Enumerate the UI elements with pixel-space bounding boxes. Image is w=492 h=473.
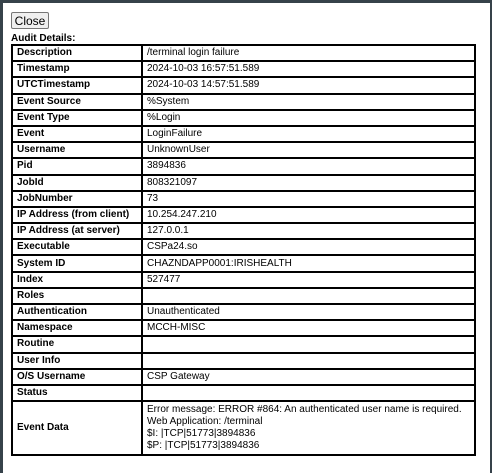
row-label: O/S Username <box>12 369 142 385</box>
row-value: 10.254.247.210 <box>142 207 475 223</box>
row-label: Timestamp <box>12 61 142 77</box>
row-value <box>142 385 475 401</box>
table-row <box>12 239 475 255</box>
row-value <box>142 336 475 352</box>
row-value: 808321097 <box>142 175 475 191</box>
row-value <box>142 353 475 369</box>
row-label: Routine <box>12 336 142 352</box>
row-label: Event Source <box>12 94 142 110</box>
row-label: Namespace <box>12 320 142 336</box>
row-value: 2024-10-03 16:57:51.589 <box>142 61 475 77</box>
table-row <box>12 61 475 77</box>
row-value: %System <box>142 94 475 110</box>
row-label: User Info <box>12 353 142 369</box>
row-value: 73 <box>142 191 475 207</box>
table-row <box>12 142 475 158</box>
row-value <box>142 288 475 304</box>
row-label: Username <box>12 142 142 158</box>
row-label: Index <box>12 272 142 288</box>
window-frame-left <box>0 0 3 473</box>
table-row <box>12 126 475 142</box>
row-label: Status <box>12 385 142 401</box>
table-row <box>12 304 475 320</box>
row-label: Description <box>12 45 142 61</box>
row-label: Event <box>12 126 142 142</box>
row-value: 127.0.0.1 <box>142 223 475 239</box>
row-value: CSP Gateway <box>142 369 475 385</box>
event-data-value: Error message: ERROR #864: An authenticated user name is required. Web Application: /terminal $I: |TCP|51773|3894836 $P: |TCP|51773|3894836 <box>142 401 475 455</box>
row-label: JobId <box>12 175 142 191</box>
table-row <box>12 272 475 288</box>
table-row <box>12 175 475 191</box>
table-row <box>12 320 475 336</box>
row-value: LoginFailure <box>142 126 475 142</box>
row-value: MCCH-MISC <box>142 320 475 336</box>
row-value: Unauthenticated <box>142 304 475 320</box>
table-row <box>12 158 475 174</box>
table-row <box>12 110 475 126</box>
row-value: 3894836 <box>142 158 475 174</box>
row-label: JobNumber <box>12 191 142 207</box>
row-value: CSPa24.so <box>142 239 475 255</box>
window-frame-top <box>0 0 492 3</box>
row-value: CHAZNDAPP0001:IRISHEALTH <box>142 255 475 271</box>
row-value: UnknownUser <box>142 142 475 158</box>
table-row <box>12 255 475 271</box>
row-label: Executable <box>12 239 142 255</box>
table-row <box>12 94 475 110</box>
row-label: Event Data <box>12 401 142 455</box>
table-row <box>12 401 475 455</box>
table-row <box>12 77 475 93</box>
table-row <box>12 288 475 304</box>
row-label: UTCTimestamp <box>12 77 142 93</box>
close-button[interactable]: Close <box>11 12 49 29</box>
row-label: Roles <box>12 288 142 304</box>
row-label: System ID <box>12 255 142 271</box>
table-row <box>12 369 475 385</box>
row-value: 527477 <box>142 272 475 288</box>
table-row <box>12 385 475 401</box>
row-label: IP Address (at server) <box>12 223 142 239</box>
row-label: IP Address (from client) <box>12 207 142 223</box>
table-row <box>12 336 475 352</box>
table-row <box>12 45 475 61</box>
row-label: Pid <box>12 158 142 174</box>
row-value: 2024-10-03 14:57:51.589 <box>142 77 475 93</box>
row-label: Event Type <box>12 110 142 126</box>
table-row <box>12 207 475 223</box>
row-value: %Login <box>142 110 475 126</box>
row-value: /terminal login failure <box>142 45 475 61</box>
audit-details-heading: Audit Details: <box>11 33 76 44</box>
table-row <box>12 223 475 239</box>
table-row <box>12 191 475 207</box>
audit-details-table <box>11 44 476 456</box>
table-row <box>12 353 475 369</box>
row-label: Authentication <box>12 304 142 320</box>
